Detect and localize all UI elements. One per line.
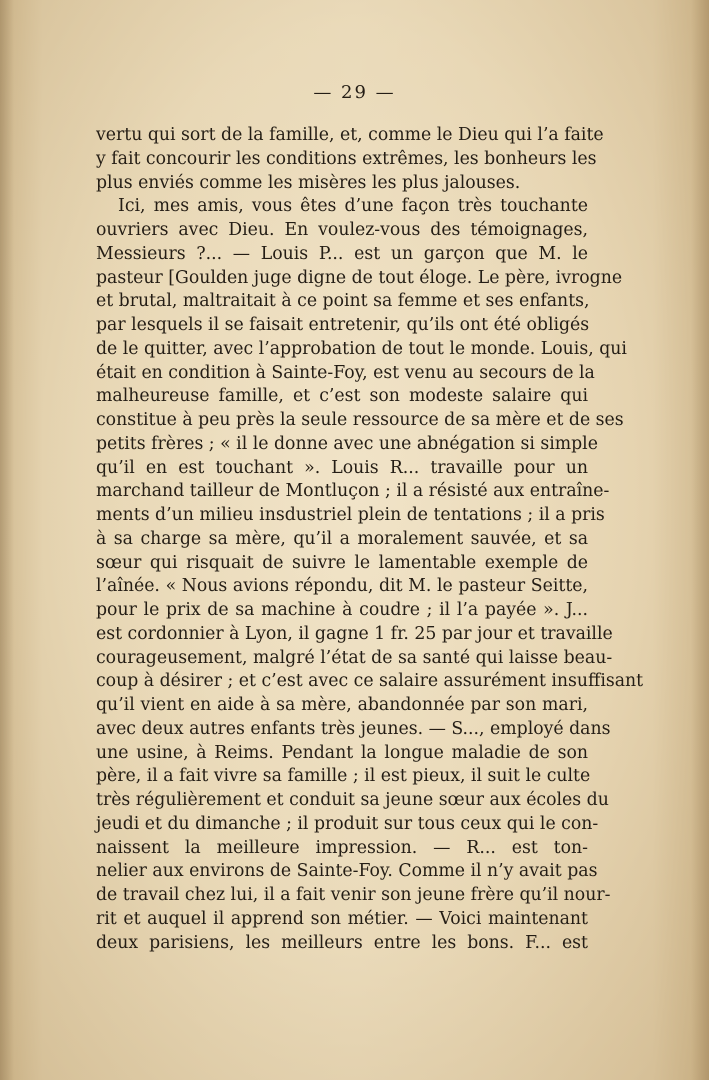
text-line: naissent la meilleure impression. — R... est ton- (96, 837, 588, 858)
text-line: petits frères ; « il le donne avec une abnégation si simple (96, 433, 598, 454)
text-line: à sa charge sa mère, qu’il a moralement sauvée, et sa (96, 528, 588, 549)
text-line: constitue à peu près la seule ressource de sa mère et de ses (96, 410, 624, 430)
text-line: vertu qui sort de la famille, et, comme le Dieu qui l’a faite (96, 125, 604, 145)
text-line: plus enviés comme les misères les plus jalouses. (96, 172, 521, 193)
text-line: jeudi et du dimanche ; il produit sur tous ceux qui le con- (96, 813, 599, 834)
text-line: une usine, à Reims. Pendant la longue maladie de son (96, 742, 588, 763)
text-line: Ici, mes amis, vous êtes d’une façon très touchante (118, 196, 588, 217)
text-line: très régulièrement et conduit sa jeune sœur aux écoles du (96, 790, 609, 810)
text-line: est cordonnier à Lyon, il gagne 1 fr. 25 par jour et travaille (96, 623, 613, 644)
text-line: de le quitter, avec l’approbation de tout le monde. Louis, qui (96, 338, 627, 359)
text-line: Messieurs ?... — Louis P... est un garçon que M. le (96, 243, 588, 264)
text-line: ments d’un milieu insdustriel plein de tentations ; il a pris (96, 505, 605, 525)
text-line: courageusement, malgré l’état de sa santé qui laisse beau- (96, 647, 613, 668)
body-text (96, 124, 644, 955)
text-line: père, il a fait vivre sa famille ; il est pieux, il suit le culte (96, 766, 591, 787)
text-line: avec deux autres enfants très jeunes. — S..., employé dans (96, 718, 611, 739)
page-left-edge-shadow (0, 0, 14, 1080)
text-line: était en condition à Sainte-Foy, est venu au secours de la (96, 362, 595, 383)
text-line: rit et auquel il apprend son métier. — Voici maintenant (96, 908, 588, 929)
text-line: sœur qui risquait de suivre le lamentable exemple de (96, 552, 588, 573)
page-right-edge-shadow (691, 0, 709, 1080)
text-line: nelier aux environs de Sainte-Foy. Comme il n’y avait pas (96, 861, 598, 882)
text-line: qu’il vient en aide à sa mère, abandonnée par son mari, (96, 695, 588, 715)
text-line: ouvriers avec Dieu. En voulez-vous des témoignages, (96, 220, 588, 240)
text-line: marchand tailleur de Montluçon ; il a résisté aux entraîne- (96, 481, 610, 502)
text-line: et brutal, maltraitait à ce point sa femme et ses enfants, (96, 291, 590, 312)
text-line: de travail chez lui, il a fait venir son jeune frère qu’il nour- (96, 885, 611, 905)
text-line: par lesquels il se faisait entretenir, qu’ils ont été obligés (96, 315, 590, 335)
text-line: pour le prix de sa machine à coudre ; il l’a payée ». J... (96, 600, 588, 620)
page-number: — 29 — (313, 82, 396, 103)
text-line: malheureuse famille, et c’est son modeste salaire qui (96, 386, 588, 407)
text-line: pasteur [Goulden juge digne de tout éloge. Le père, ivrogne (96, 267, 623, 288)
text-line: y fait concourir les conditions extrêmes, les bonheurs les (96, 148, 597, 169)
text-line: deux parisiens, les meilleurs entre les bons. F... est (96, 932, 588, 953)
text-line: l’aînée. « Nous avions répondu, dit M. le pasteur Seitte, (96, 576, 588, 597)
text-line: qu’il en est touchant ». Louis R... travaille pour un (96, 457, 588, 478)
text-line: coup à désirer ; et c’est avec ce salaire assurément insuffisant (96, 671, 644, 692)
